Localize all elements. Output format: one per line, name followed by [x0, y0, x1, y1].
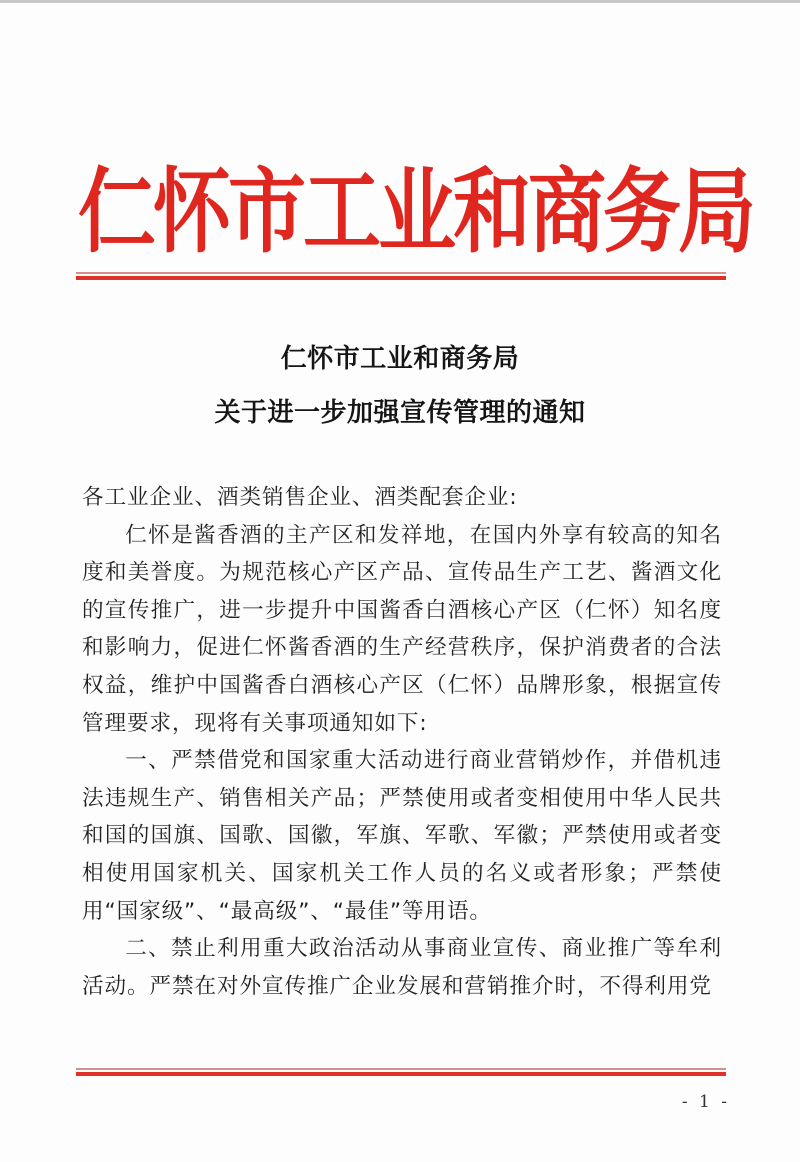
- paragraph-item-2: 二、禁止利用重大政治活动从事商业宣传、商业推广等牟利活动。严禁在对外宣传推广企业发展和营销推介时，不得利用党: [82, 936, 722, 999]
- divider-thick-line: [76, 276, 726, 280]
- divider-thick-line: [76, 1072, 726, 1076]
- document-title-line2: 关于进一步加强宣传管理的通知: [214, 398, 586, 428]
- document-title-line1: 仁怀市工业和商务局: [280, 344, 520, 374]
- footer-divider: [76, 1068, 726, 1076]
- top-edge-shadow: [0, 0, 800, 3]
- paragraph-item-1: 一、严禁借党和国家重大活动进行商业营销炒作，并借机违法违规生产、销售相关产品；严禁使用或者变相使用中华人民共和国的国旗、国歌、国徽，军旗、军歌、军徽；严禁使用或者变相使用国家机关、国家机关工作人员的名义或者形象；严禁使用“国家级”、“最高级”、“最佳”等用语。: [82, 748, 722, 924]
- letterhead-agency-name: 仁怀市工业和商务局: [78, 158, 754, 266]
- document-body: [82, 479, 722, 1005]
- page-number: - 1 -: [681, 1092, 730, 1112]
- salutation: 各工业企业、酒类销售企业、酒类配套企业:: [82, 485, 518, 510]
- paragraph-intro: 仁怀是酱香酒的主产区和发祥地，在国内外享有较高的知名度和美誉度。为规范核心产区产品、宣传品生产工艺、酱酒文化的宣传推广，进一步提升中国酱香白酒核心产区（仁怀）知名度和影响力，促进仁怀酱香酒的生产经营秩序，保护消费者的合法权益，维护中国酱香白酒核心产区（仁怀）品牌形象，根据宣传管理要求，现将有关事项通知如下:: [82, 522, 722, 736]
- letterhead-divider: [76, 272, 726, 280]
